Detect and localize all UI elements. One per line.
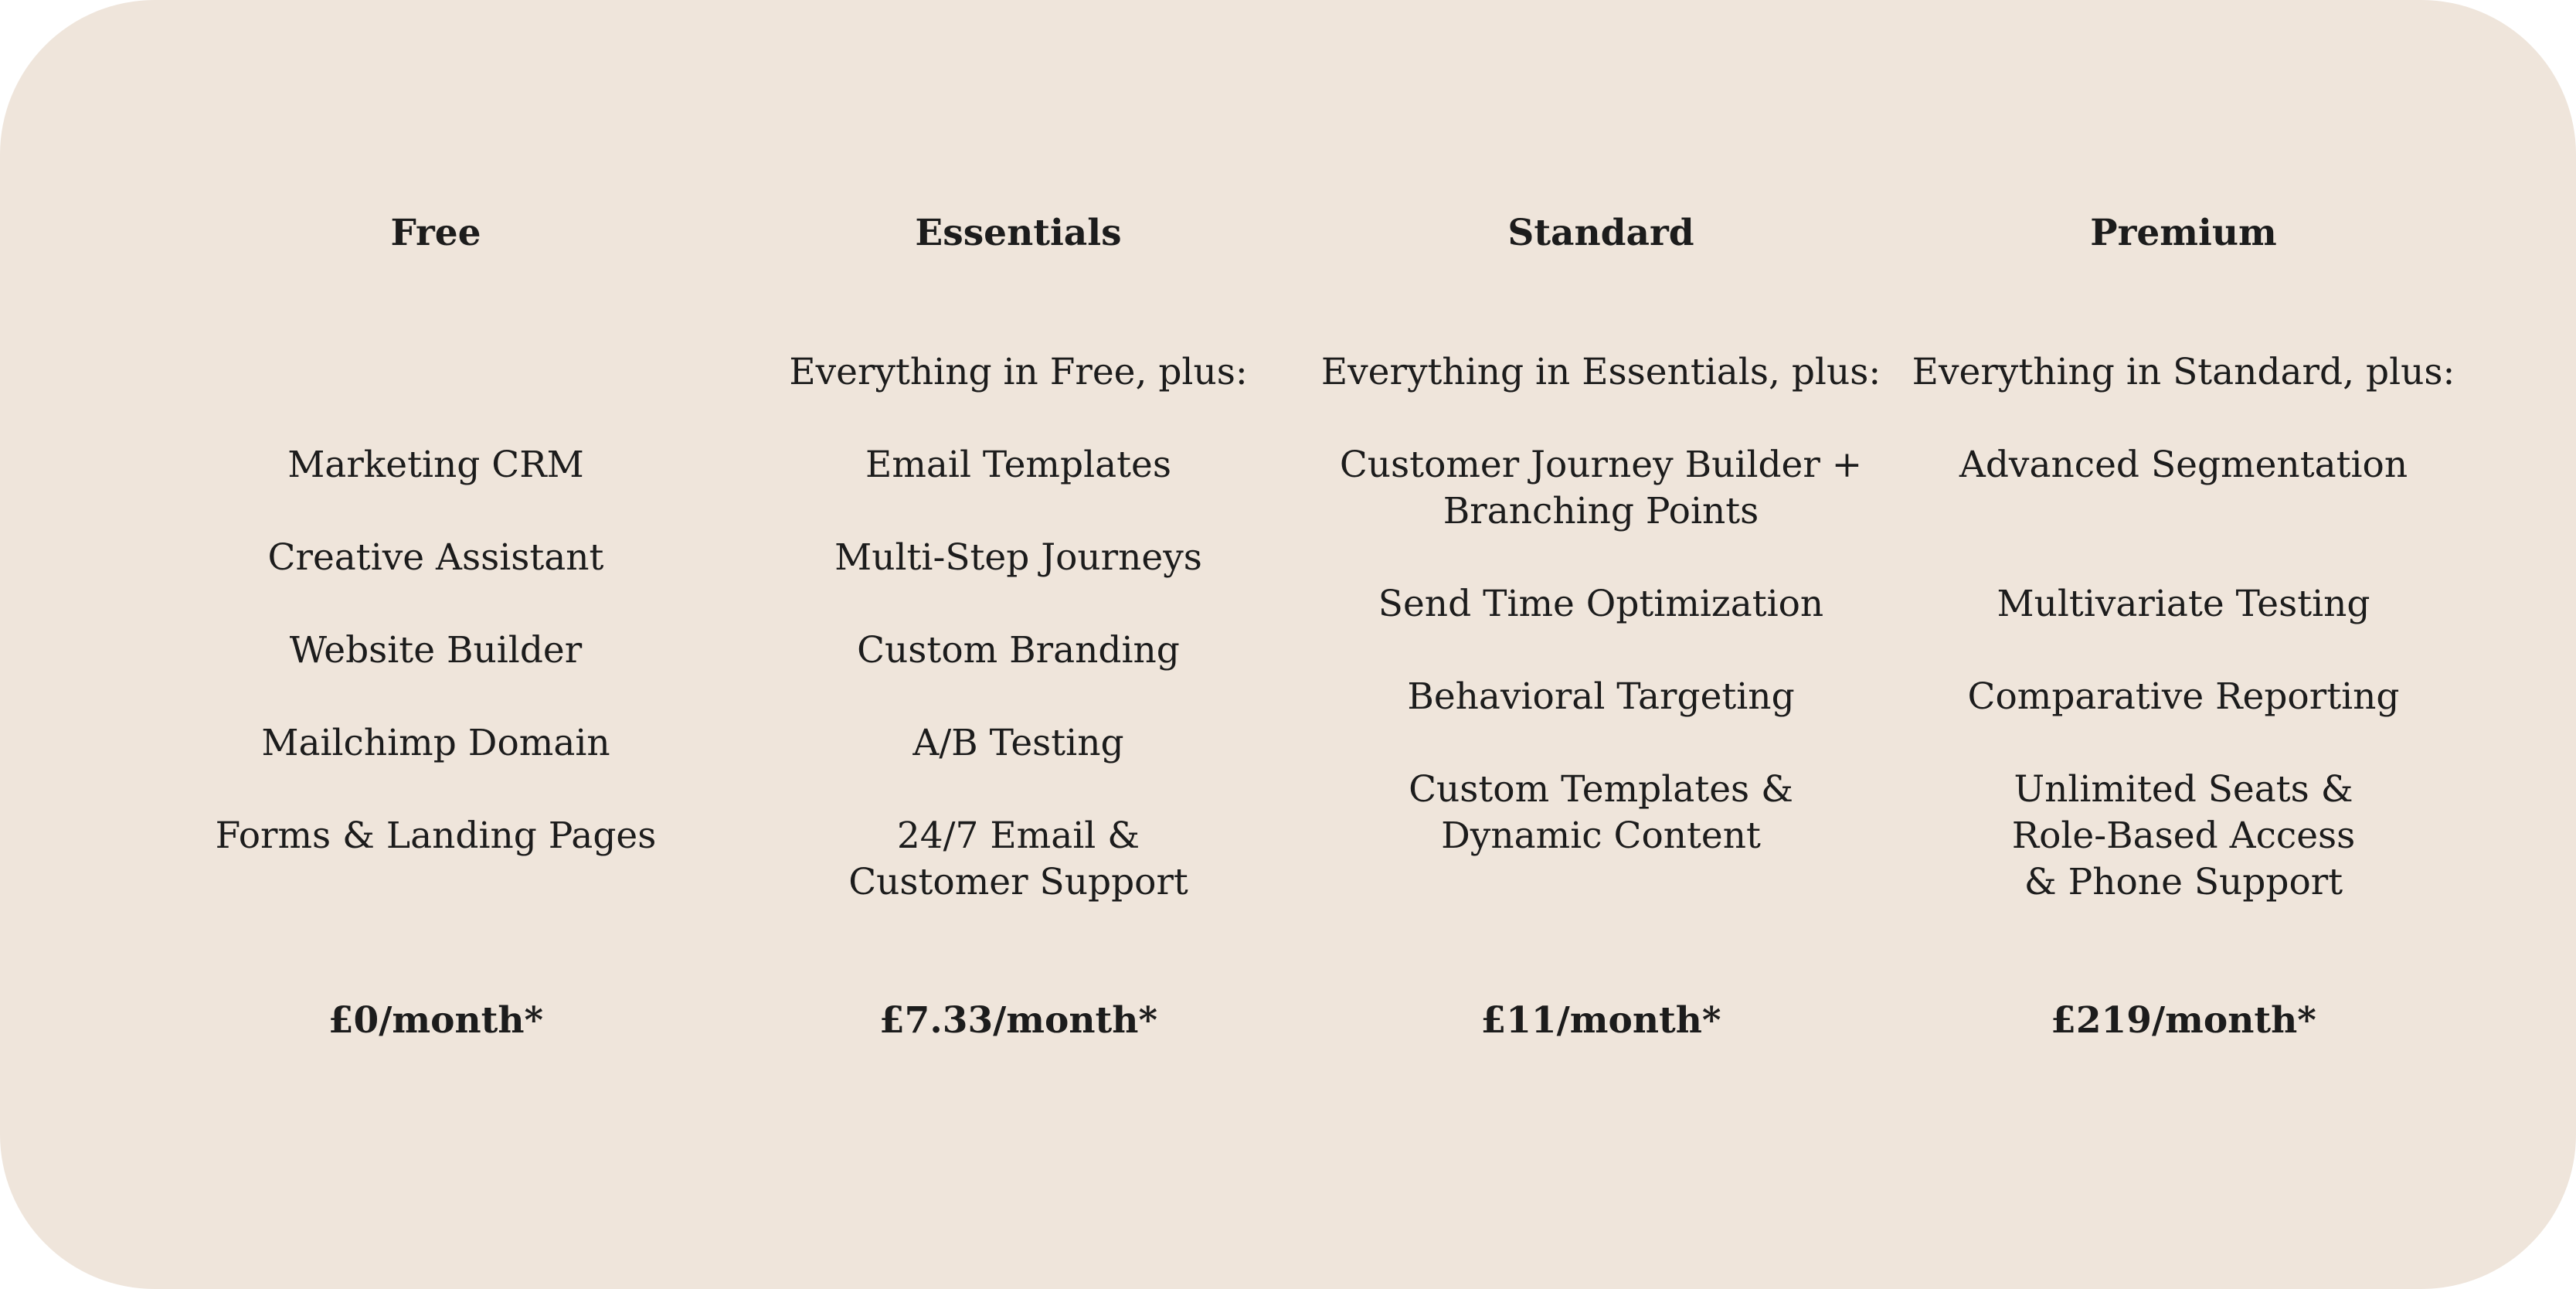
- feature-item: Send Time Optimization: [1378, 583, 1824, 625]
- plan-intro: Everything in Essentials, plus:: [1320, 351, 1881, 393]
- feature-item: Comparative Reporting: [1967, 675, 2400, 718]
- feature-item: Custom Templates & Dynamic Content: [1409, 768, 1793, 857]
- plan-column-essentials: [727, 0, 1310, 1289]
- feature-item: Marketing CRM: [287, 444, 584, 486]
- feature-item: Creative Assistant: [267, 536, 604, 579]
- feature-item: Email Templates: [865, 444, 1171, 486]
- feature-item: Multi-Step Journeys: [834, 536, 1202, 579]
- feature-item: Unlimited Seats & Role-Based Access & Phone Support: [2011, 768, 2356, 903]
- plan-intro: Everything in Free, plus:: [789, 351, 1248, 393]
- feature-item: A/B Testing: [912, 722, 1124, 764]
- feature-item: Custom Branding: [857, 629, 1180, 672]
- plan-name: Premium: [2090, 212, 2277, 254]
- plan-price: £219/month*: [2051, 999, 2316, 1042]
- plan-price: £7.33/month*: [878, 999, 1158, 1042]
- feature-item: Website Builder: [289, 629, 583, 672]
- plan-price: £0/month*: [328, 999, 544, 1042]
- feature-item: 24/7 Email & Customer Support: [848, 815, 1188, 903]
- plan-name: Free: [390, 212, 481, 254]
- plan-column-free: [144, 0, 727, 1289]
- feature-item: Behavioral Targeting: [1407, 675, 1795, 718]
- plan-intro: Everything in Standard, plus:: [1912, 351, 2455, 393]
- feature-item: Multivariate Testing: [1997, 583, 2370, 625]
- plan-price: £11/month*: [1480, 999, 1721, 1042]
- plan-name: Essentials: [915, 212, 1122, 254]
- plan-column-standard: [1310, 0, 1892, 1289]
- feature-item: Forms & Landing Pages: [215, 815, 657, 857]
- plan-column-premium: [1892, 0, 2475, 1289]
- feature-item: Advanced Segmentation: [1959, 444, 2408, 486]
- plan-name: Standard: [1507, 212, 1694, 254]
- feature-item: Customer Journey Builder + Branching Points: [1339, 444, 1863, 532]
- feature-item: Mailchimp Domain: [261, 722, 610, 764]
